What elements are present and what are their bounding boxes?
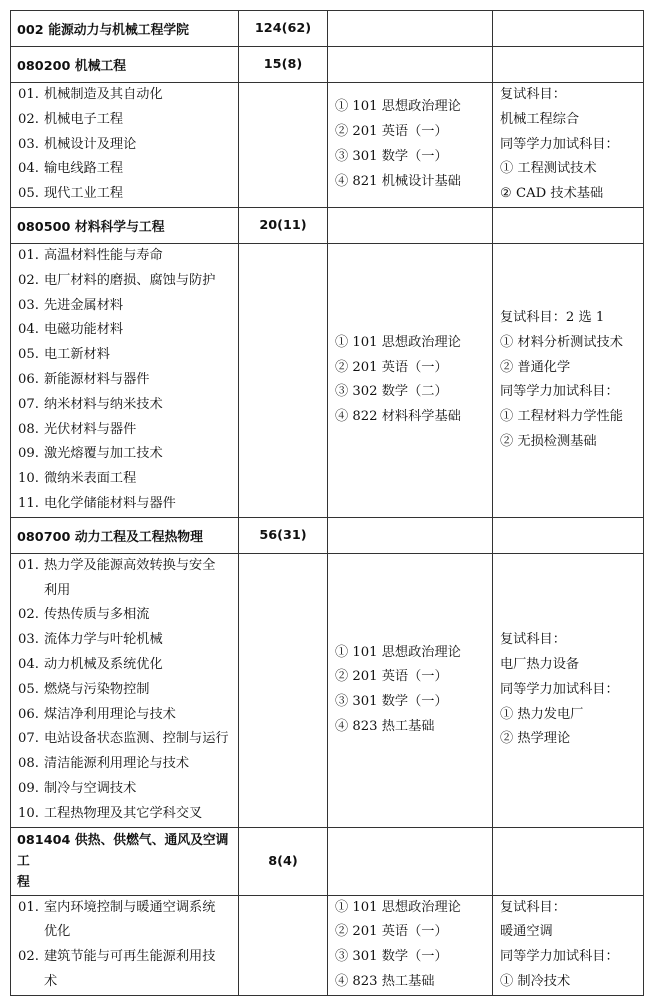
quota-cell xyxy=(239,553,328,827)
direction-item xyxy=(18,442,238,467)
direction-number: 03. xyxy=(18,136,39,152)
retest-line: 同等学力加试科目： xyxy=(500,384,619,400)
direction-number: 03. xyxy=(18,632,39,648)
retest-line: ② 普通化学 xyxy=(500,359,571,375)
direction-number: 06. xyxy=(18,371,39,387)
direction-title: 机械电子工程 xyxy=(44,111,124,127)
direction-title: 纳米材料与纳米技术 xyxy=(44,396,163,412)
direction-number: 02. xyxy=(18,607,39,623)
program-table xyxy=(10,10,644,996)
direction-title: 激光熔覆与加工技术 xyxy=(44,446,163,462)
direction-number: 09. xyxy=(18,780,39,796)
direction-number: 10. xyxy=(18,471,39,487)
direction-item xyxy=(18,83,238,108)
exam-subject: ④ 822 材料科学基础 xyxy=(335,409,461,425)
exam-subject: ① 101 思想政治理论 xyxy=(335,334,461,350)
retest-line: 复试科目：2 选 1 xyxy=(500,309,605,325)
section-body-row xyxy=(11,553,644,827)
direction-title: 电磁功能材料 xyxy=(44,322,124,338)
direction-title-cont: 利用 xyxy=(44,582,71,598)
direction-item xyxy=(18,368,238,393)
exam-subjects xyxy=(328,243,493,517)
exam-subject: ② 201 英语（一） xyxy=(335,359,448,375)
retest-line: 电厂热力设备 xyxy=(500,656,580,672)
section-name-cont: 程 xyxy=(17,874,30,890)
quota-cell xyxy=(239,243,328,517)
direction-title: 电工新材料 xyxy=(44,347,110,363)
direction-title: 建筑节能与可再生能源利用技 xyxy=(44,949,216,965)
empty-cell xyxy=(493,207,644,243)
direction-number: 05. xyxy=(18,347,39,363)
exam-subject: ③ 301 数学（一） xyxy=(335,148,448,164)
quota-cell xyxy=(239,83,328,208)
retest-line: ① 材料分析测试技术 xyxy=(500,334,623,350)
direction-number: 03. xyxy=(18,297,39,313)
retest-line: 复试科目： xyxy=(500,899,566,915)
section-header-row xyxy=(11,11,644,47)
section-body-row xyxy=(11,83,644,208)
direction-item xyxy=(18,318,238,343)
direction-item xyxy=(18,467,238,492)
direction-item xyxy=(18,108,238,133)
retest-line: ① 工程材料力学性能 xyxy=(500,409,623,425)
direction-item xyxy=(18,802,238,827)
direction-title: 制冷与空调技术 xyxy=(44,780,137,796)
research-directions xyxy=(11,243,239,517)
exam-subjects xyxy=(328,895,493,995)
direction-number: 08. xyxy=(18,756,39,772)
direction-number: 02. xyxy=(18,111,39,127)
direction-item xyxy=(18,653,238,678)
section-code: 080500 xyxy=(17,219,71,235)
section-body-row xyxy=(11,895,644,995)
direction-title: 机械制造及其自动化 xyxy=(44,87,163,102)
exam-subject: ② 201 英语（一） xyxy=(335,924,448,940)
section-name: 供热、供燃气、通风及空调工 xyxy=(17,832,229,869)
section-quota: 15(8) xyxy=(239,47,328,83)
retest-line: ② 无损检测基础 xyxy=(500,433,597,449)
direction-title: 煤洁净利用理论与技术 xyxy=(44,706,176,722)
retest-line: 暖通空调 xyxy=(500,924,553,940)
exam-subject: ④ 823 热工基础 xyxy=(335,973,435,989)
empty-cell xyxy=(493,11,644,47)
empty-cell xyxy=(493,517,644,553)
exam-subject: ② 201 英语（一） xyxy=(335,669,448,685)
empty-cell xyxy=(328,207,493,243)
quota-cell xyxy=(239,895,328,995)
section-header-row xyxy=(11,47,644,83)
direction-number: 01. xyxy=(18,87,39,102)
direction-item xyxy=(18,752,238,777)
direction-item xyxy=(18,393,238,418)
direction-title-cont: 优化 xyxy=(44,924,71,940)
direction-item xyxy=(18,896,238,946)
section-title xyxy=(11,47,239,83)
direction-item xyxy=(18,554,238,604)
direction-number: 01. xyxy=(18,557,39,573)
empty-cell xyxy=(328,47,493,83)
retest-line: ② CAD 技术基础 xyxy=(500,186,604,202)
direction-title: 室内环境控制与暖通空调系统 xyxy=(44,899,216,915)
section-code: 080700 xyxy=(17,529,71,545)
direction-item xyxy=(18,945,238,995)
direction-title: 传热传质与多相流 xyxy=(44,607,150,623)
direction-number: 11. xyxy=(18,495,39,511)
section-header-row xyxy=(11,207,644,243)
retest-line: ② 热学理论 xyxy=(500,731,571,747)
retest-line: 同等学力加试科目： xyxy=(500,136,619,152)
direction-item xyxy=(18,157,238,182)
direction-number: 02. xyxy=(18,949,39,965)
retest-line: 机械工程综合 xyxy=(500,111,580,127)
section-code: 081404 xyxy=(17,832,71,848)
empty-cell xyxy=(328,827,493,895)
direction-title: 先进金属材料 xyxy=(44,297,124,313)
retest-subjects xyxy=(493,243,644,517)
exam-subjects xyxy=(328,83,493,208)
retest-line: ① 工程测试技术 xyxy=(500,161,597,177)
section-code: 080200 xyxy=(17,59,71,74)
section-title xyxy=(11,827,239,895)
exam-subject: ① 101 思想政治理论 xyxy=(335,644,461,660)
direction-item xyxy=(18,182,238,207)
direction-title: 现代工业工程 xyxy=(44,186,124,202)
direction-item xyxy=(18,777,238,802)
exam-subject: ① 101 思想政治理论 xyxy=(335,99,461,115)
direction-title: 清洁能源利用理论与技术 xyxy=(44,756,190,772)
direction-item xyxy=(18,492,238,517)
research-directions xyxy=(11,553,239,827)
exam-subject: ① 101 思想政治理论 xyxy=(335,899,461,915)
direction-title: 高温材料性能与寿命 xyxy=(44,247,163,263)
direction-number: 08. xyxy=(18,421,39,437)
section-quota: 56(31) xyxy=(239,517,328,553)
section-title xyxy=(11,517,239,553)
research-directions xyxy=(11,895,239,995)
direction-title: 动力机械及系统优化 xyxy=(44,656,163,672)
direction-title: 燃烧与污染物控制 xyxy=(44,681,150,697)
direction-item xyxy=(18,678,238,703)
exam-subject: ④ 821 机械设计基础 xyxy=(335,173,461,189)
direction-number: 07. xyxy=(18,396,39,412)
section-title xyxy=(11,11,239,47)
direction-item xyxy=(18,727,238,752)
retest-subjects xyxy=(493,895,644,995)
direction-title: 热力学及能源高效转换与安全 xyxy=(44,557,216,573)
direction-number: 01. xyxy=(18,247,39,263)
direction-number: 06. xyxy=(18,706,39,722)
direction-title: 输电线路工程 xyxy=(44,161,124,177)
direction-title: 电站设备状态监测、控制与运行 xyxy=(44,731,229,747)
direction-number: 05. xyxy=(18,681,39,697)
direction-title: 机械设计及理论 xyxy=(44,136,137,152)
section-code: 002 xyxy=(17,23,44,38)
section-name: 能源动力与机械工程学院 xyxy=(48,23,189,38)
direction-title: 电化学储能材料与器件 xyxy=(44,495,176,511)
direction-title-cont: 术 xyxy=(44,973,58,989)
direction-item xyxy=(18,628,238,653)
empty-cell xyxy=(493,47,644,83)
section-quota: 20(11) xyxy=(239,207,328,243)
retest-subjects xyxy=(493,83,644,208)
direction-title: 工程热物理及其它学科交叉 xyxy=(44,805,203,821)
section-body-row xyxy=(11,243,644,517)
direction-number: 01. xyxy=(18,899,39,915)
direction-title: 新能源材料与器件 xyxy=(44,371,150,387)
section-name: 动力工程及工程热物理 xyxy=(74,529,203,545)
exam-subject: ③ 301 数学（一） xyxy=(335,949,448,965)
exam-subject: ③ 301 数学（一） xyxy=(335,694,448,710)
direction-item xyxy=(18,269,238,294)
direction-number: 10. xyxy=(18,805,39,821)
exam-subject: ④ 823 热工基础 xyxy=(335,718,435,734)
direction-number: 04. xyxy=(18,161,39,177)
direction-title: 光伏材料与器件 xyxy=(44,421,137,437)
empty-cell xyxy=(493,827,644,895)
direction-number: 05. xyxy=(18,186,39,202)
retest-line: 复试科目： xyxy=(500,87,566,102)
retest-line: 同等学力加试科目： xyxy=(500,681,619,697)
direction-item xyxy=(18,343,238,368)
section-name: 材料科学与工程 xyxy=(74,219,165,235)
section-header-row xyxy=(11,517,644,553)
retest-line: 复试科目： xyxy=(500,632,566,648)
retest-subjects xyxy=(493,553,644,827)
direction-item xyxy=(18,244,238,269)
exam-subject: ③ 302 数学（二） xyxy=(335,384,448,400)
direction-item xyxy=(18,418,238,443)
research-directions xyxy=(11,83,239,208)
direction-title: 电厂材料的磨损、腐蚀与防护 xyxy=(44,272,216,288)
exam-subject: ② 201 英语（一） xyxy=(335,124,448,140)
section-header-row xyxy=(11,827,644,895)
direction-title: 流体力学与叶轮机械 xyxy=(44,632,163,648)
direction-item xyxy=(18,603,238,628)
retest-line: 同等学力加试科目： xyxy=(500,949,619,965)
empty-cell xyxy=(328,11,493,47)
direction-number: 09. xyxy=(18,446,39,462)
direction-number: 04. xyxy=(18,322,39,338)
direction-item xyxy=(18,703,238,728)
section-quota: 124(62) xyxy=(239,11,328,47)
retest-line: ① 热力发电厂 xyxy=(500,706,584,722)
empty-cell xyxy=(328,517,493,553)
direction-number: 02. xyxy=(18,272,39,288)
exam-subjects xyxy=(328,553,493,827)
section-title xyxy=(11,207,239,243)
section-name: 机械工程 xyxy=(74,59,127,74)
section-quota: 8(4) xyxy=(239,827,328,895)
direction-item xyxy=(18,294,238,319)
retest-line: ① 制冷技术 xyxy=(500,973,571,989)
direction-item xyxy=(18,133,238,158)
direction-title: 微纳米表面工程 xyxy=(44,471,137,487)
direction-number: 04. xyxy=(18,656,39,672)
direction-number: 07. xyxy=(18,731,39,747)
